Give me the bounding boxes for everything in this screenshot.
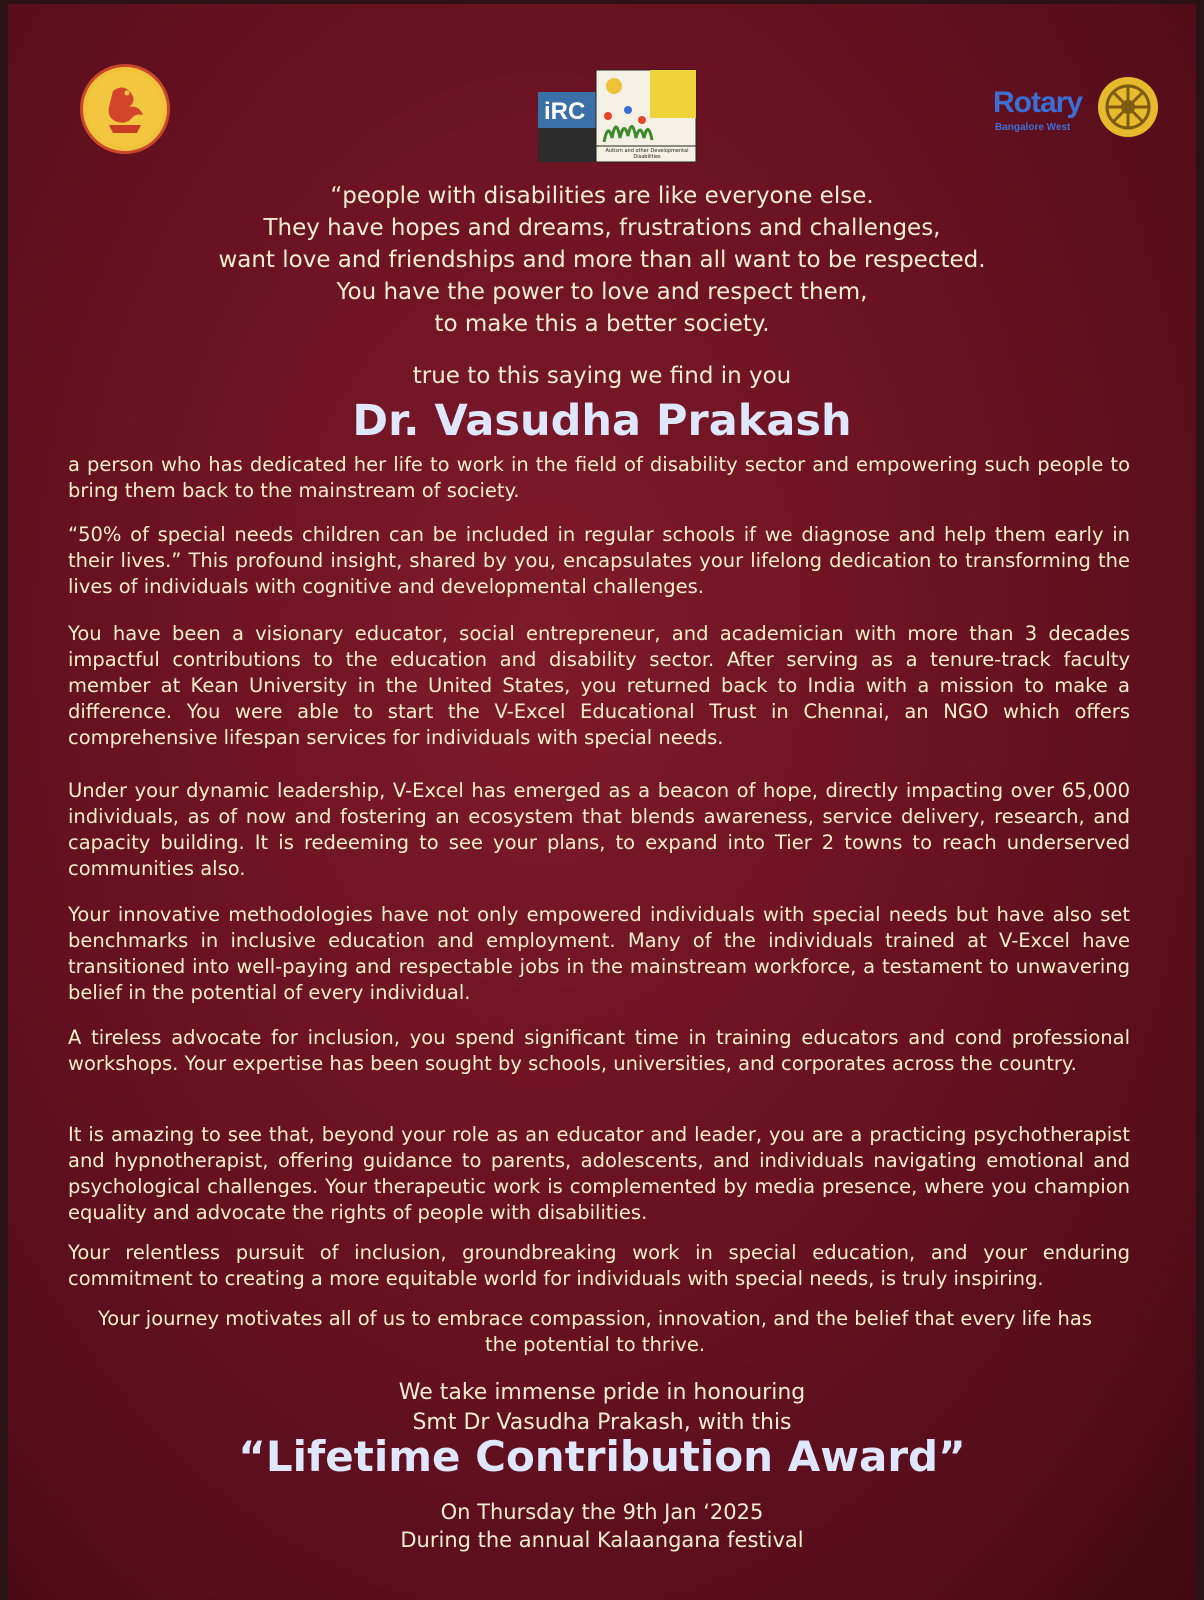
quote-line: They have hopes and dreams, frustrations and challenges, xyxy=(263,215,941,241)
kalaangana-emblem-logo xyxy=(80,64,170,154)
body-paragraph: “50% of special needs children can be included in regular schools if we diagnose and help them early in their lives.” This profound insight, shared by you, encapsulates your lifelong dedication to transforming the lives of individuals with cognitive and developmental challenges. xyxy=(68,523,1130,598)
quote-line: “people with disabilities are like everyone else. xyxy=(330,183,874,209)
body-paragraph: a person who has dedicated her life to work in the field of disability sector and empowering such people to bring them back to the mainstream of society. xyxy=(68,453,1130,502)
irc-logo xyxy=(538,62,698,166)
opening-quote xyxy=(0,180,1204,340)
quote-line: You have the power to love and respect them, xyxy=(336,279,868,305)
body-paragraph: Your innovative methodologies have not only empowered individuals with special needs but have also set benchmarks in inclusive education and employment. Many of the individuals trained at V-Excel have transitioned into well-paying and respectable jobs in the mainstream workforce, a testament to unwavering belief in the potential of every individual. xyxy=(68,903,1130,1004)
rotary-logo xyxy=(993,74,1163,144)
rotary-club-name: Bangalore West xyxy=(995,122,1071,133)
date-line: During the annual Kalaangana festival xyxy=(400,1528,804,1552)
honoree-name: Dr. Vasudha Prakash xyxy=(352,396,852,446)
event-date xyxy=(0,1498,1204,1554)
closing-paragraph: Your journey motivates all of us to embrace compassion, innovation, and the belief that every life has the potential to thrive. xyxy=(97,1307,1092,1356)
honour-statement xyxy=(0,1378,1204,1438)
quote-line: want love and friendships and more than all want to be respected. xyxy=(218,247,986,273)
body-paragraph: A tireless advocate for inclusion, you spend significant time in training educators and cond professional workshops. Your expertise has been sought by schools, universities, and corporates across the country. xyxy=(68,1026,1130,1075)
irc-logo-text: iRC xyxy=(544,98,586,125)
intro-line: true to this saying we find in you xyxy=(412,363,792,389)
body-paragraph: Your relentless pursuit of inclusion, groundbreaking work in special education, and your enduring commitment to creating a more equitable world for individuals with special needs, is truly inspiring. xyxy=(68,1241,1130,1290)
body-paragraph: Under your dynamic leadership, V-Excel has emerged as a beacon of hope, directly impacting over 65,000 individuals, as of now and fostering an ecosystem that blends awareness, service delivery, research, and capacity building. It is redeeming to see your plans, to expand into Tier 2 towns to reach underserved communities also. xyxy=(68,779,1130,880)
award-title: “Lifetime Contribution Award” xyxy=(238,1432,966,1481)
quote-line: to make this a better society. xyxy=(434,311,770,337)
body-paragraph: You have been a visionary educator, social entrepreneur, and academician with more than 3 decades impactful contributions to the education and disability sector. After serving as a tenure-track faculty member at Kean University in the United States, you returned back to India with a mission to make a difference. You were able to start the V-Excel Educational Trust in Chennai, an NGO which offers comprehensive lifespan services for individuals with special needs. xyxy=(68,622,1130,749)
date-line: On Thursday the 9th Jan ‘2025 xyxy=(440,1500,764,1524)
body-paragraph: It is amazing to see that, beyond your role as an educator and leader, you are a practicing psychotherapist and hypnotherapist, offering guidance to parents, adolescents, and individuals navigating emotional and psychological challenges. Your therapeutic work is complemented by media presence, where you champion equality and advocate the rights of people with disabilities. xyxy=(68,1123,1130,1224)
honour-line: Smt Dr Vasudha Prakash, with this xyxy=(412,1410,792,1435)
rotary-wordmark: Rotary xyxy=(993,86,1083,119)
honour-line: We take immense pride in honouring xyxy=(398,1380,806,1405)
rotary-wheel-icon xyxy=(1095,74,1161,140)
irc-logo-caption: Autism and other Developmental Disabilities xyxy=(605,148,689,160)
